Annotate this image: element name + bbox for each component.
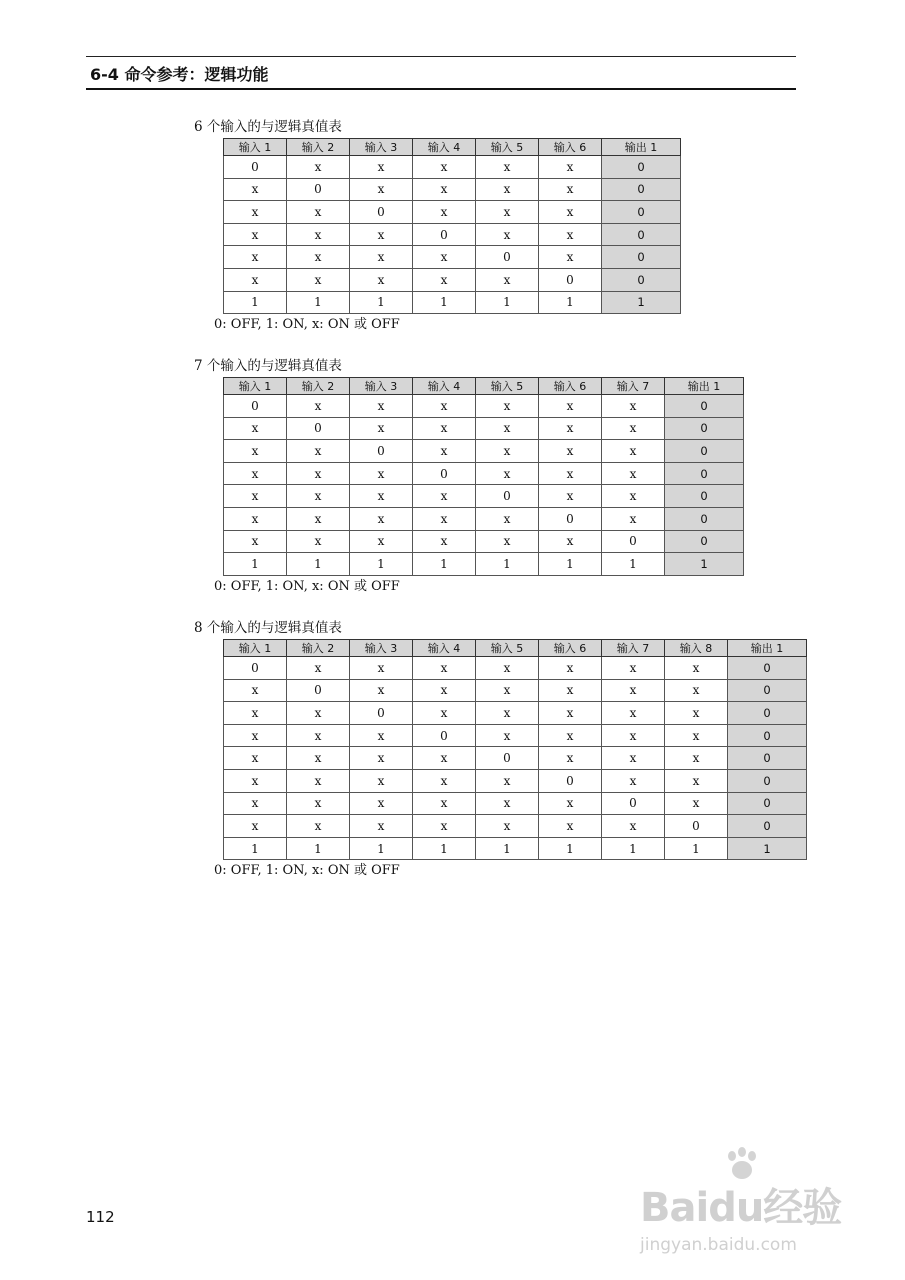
page-number: 112 [86,1208,115,1226]
column-header-input: 输入 3 [350,640,413,657]
input-cell: x [224,178,287,201]
table-header-row [224,640,807,657]
input-cell: x [413,769,476,792]
input-cell: x [224,417,287,440]
column-header-output: 输出 1 [602,139,681,156]
output-cell: 0 [728,702,807,725]
input-cell: x [287,507,350,530]
output-cell: 0 [728,769,807,792]
input-cell: 1 [413,553,476,576]
input-cell: x [476,395,539,418]
column-header-input: 输入 1 [224,640,287,657]
input-cell: 0 [476,485,539,508]
input-cell: x [224,201,287,224]
input-cell: x [287,395,350,418]
input-cell: x [539,724,602,747]
output-cell: 0 [728,679,807,702]
input-cell: x [413,156,476,179]
input-cell: 0 [665,815,728,838]
input-cell: x [224,815,287,838]
input-cell: x [476,792,539,815]
input-cell: 0 [350,201,413,224]
input-cell: x [287,724,350,747]
input-cell: x [602,769,665,792]
table-row [224,837,807,860]
input-cell: x [476,702,539,725]
input-cell: x [476,223,539,246]
input-cell: 1 [539,837,602,860]
column-header-output: 输出 1 [728,640,807,657]
input-cell: x [602,462,665,485]
input-cell: x [476,462,539,485]
column-header-input: 输入 4 [413,139,476,156]
column-header-input: 输入 8 [665,640,728,657]
column-header-input: 输入 4 [413,378,476,395]
table-header-row [224,139,681,156]
input-cell: x [665,792,728,815]
input-cell: x [287,702,350,725]
column-header-input: 输入 7 [602,378,665,395]
input-cell: x [476,679,539,702]
input-cell: x [539,747,602,770]
input-cell: 1 [350,291,413,314]
input-cell: x [602,507,665,530]
input-cell: x [350,747,413,770]
output-cell: 0 [602,246,681,269]
table-row [224,178,681,201]
table-row [224,507,744,530]
output-cell: 0 [665,507,744,530]
column-header-input: 输入 5 [476,378,539,395]
column-header-input: 输入 3 [350,139,413,156]
input-cell: x [350,792,413,815]
input-cell: x [224,440,287,463]
output-cell: 1 [602,291,681,314]
column-header-input: 输入 1 [224,139,287,156]
input-cell: x [476,201,539,224]
table-row [224,223,681,246]
table-row [224,462,744,485]
column-header-input: 输入 2 [287,640,350,657]
input-cell: 0 [224,657,287,680]
output-cell: 0 [728,815,807,838]
input-cell: x [224,747,287,770]
column-header-input: 输入 4 [413,640,476,657]
input-cell: x [413,507,476,530]
input-cell: x [350,815,413,838]
truth-table [223,639,807,860]
table-row [224,246,681,269]
input-cell: 1 [539,291,602,314]
input-cell: x [350,657,413,680]
output-cell: 0 [665,462,744,485]
input-cell: x [224,530,287,553]
input-cell: x [539,246,602,269]
input-cell: 1 [476,291,539,314]
input-cell: x [665,769,728,792]
input-cell: x [539,657,602,680]
input-cell: 0 [287,417,350,440]
table-row [224,702,807,725]
input-cell: x [665,679,728,702]
input-cell: x [476,440,539,463]
input-cell: x [602,657,665,680]
output-cell: 0 [728,657,807,680]
input-cell: x [539,530,602,553]
input-cell: 1 [287,553,350,576]
output-cell: 0 [602,268,681,291]
input-cell: x [539,440,602,463]
input-cell: x [350,724,413,747]
input-cell: 1 [224,837,287,860]
input-cell: 1 [413,291,476,314]
input-cell: x [602,417,665,440]
legend-note: 0: OFF, 1: ON, x: ON 或 OFF [214,317,400,333]
input-cell: x [413,178,476,201]
input-cell: 1 [665,837,728,860]
header-bottom-rule [86,88,796,90]
input-cell: x [350,507,413,530]
table-section-8-inputs [194,619,807,880]
input-cell: x [602,395,665,418]
input-cell: x [224,507,287,530]
input-cell: x [665,724,728,747]
input-cell: x [413,815,476,838]
input-cell: 0 [413,462,476,485]
column-header-output: 输出 1 [665,378,744,395]
input-cell: x [413,268,476,291]
input-cell: x [287,462,350,485]
table-row [224,395,744,418]
input-cell: 1 [602,553,665,576]
input-cell: x [287,769,350,792]
input-cell: 1 [287,291,350,314]
input-cell: 0 [539,769,602,792]
table-row [224,724,807,747]
input-cell: x [539,462,602,485]
column-header-input: 输入 7 [602,640,665,657]
input-cell: 0 [539,507,602,530]
input-cell: x [539,679,602,702]
input-cell: x [224,462,287,485]
input-cell: x [287,747,350,770]
input-cell: 1 [413,837,476,860]
input-cell: x [350,178,413,201]
input-cell: x [413,702,476,725]
input-cell: x [413,530,476,553]
input-cell: x [602,485,665,508]
input-cell: x [413,485,476,508]
input-cell: x [602,679,665,702]
input-cell: x [413,417,476,440]
input-cell: x [539,201,602,224]
input-cell: x [350,679,413,702]
input-cell: x [413,440,476,463]
input-cell: x [350,769,413,792]
input-cell: x [224,769,287,792]
input-cell: 0 [476,747,539,770]
truth-table [223,138,681,314]
output-cell: 0 [665,485,744,508]
input-cell: x [602,747,665,770]
output-cell: 1 [665,553,744,576]
table-row [224,530,744,553]
output-cell: 0 [602,178,681,201]
input-cell: x [224,724,287,747]
table-title: 7 个输入的与逻辑真值表 [194,358,342,374]
input-cell: x [539,156,602,179]
table-row [224,417,744,440]
input-cell: 1 [476,837,539,860]
output-cell: 0 [728,724,807,747]
table-row [224,485,744,508]
column-header-input: 输入 6 [539,378,602,395]
input-cell: x [539,395,602,418]
output-cell: 1 [728,837,807,860]
input-cell: x [287,485,350,508]
input-cell: x [413,657,476,680]
column-header-input: 输入 6 [539,640,602,657]
input-cell: x [350,246,413,269]
input-cell: x [350,268,413,291]
section-header: 6-4 命令参考：逻辑功能 [90,65,269,84]
input-cell: x [287,530,350,553]
column-header-input: 输入 1 [224,378,287,395]
input-cell: x [413,246,476,269]
input-cell: x [539,485,602,508]
table-title: 6 个输入的与逻辑真值表 [194,119,342,135]
input-cell: 0 [350,702,413,725]
table-row [224,747,807,770]
output-cell: 0 [728,792,807,815]
input-cell: 1 [350,837,413,860]
input-cell: x [287,223,350,246]
input-cell: x [224,268,287,291]
input-cell: x [602,702,665,725]
column-header-input: 输入 2 [287,139,350,156]
input-cell: 1 [602,837,665,860]
input-cell: x [665,702,728,725]
input-cell: 0 [224,156,287,179]
output-cell: 0 [602,156,681,179]
input-cell: 0 [350,440,413,463]
input-cell: x [287,440,350,463]
input-cell: x [539,223,602,246]
input-cell: x [413,201,476,224]
column-header-input: 输入 5 [476,640,539,657]
input-cell: x [224,246,287,269]
input-cell: x [350,462,413,485]
input-cell: x [350,417,413,440]
input-cell: x [287,815,350,838]
input-cell: x [476,178,539,201]
input-cell: x [476,417,539,440]
input-cell: x [602,815,665,838]
legend-note: 0: OFF, 1: ON, x: ON 或 OFF [214,578,400,594]
table-row [224,291,681,314]
header-top-rule [86,56,796,57]
table-row [224,553,744,576]
input-cell: x [539,702,602,725]
input-cell: x [476,769,539,792]
input-cell: 1 [224,291,287,314]
column-header-input: 输入 3 [350,378,413,395]
input-cell: x [287,246,350,269]
table-row [224,769,807,792]
input-cell: x [602,724,665,747]
input-cell: 0 [413,724,476,747]
input-cell: x [665,747,728,770]
table-row [224,156,681,179]
input-cell: x [476,657,539,680]
input-cell: 0 [476,246,539,269]
input-cell: x [602,440,665,463]
output-cell: 0 [665,395,744,418]
table-title: 8 个输入的与逻辑真值表 [194,620,342,636]
input-cell: x [539,178,602,201]
input-cell: 1 [476,553,539,576]
table-row [224,268,681,291]
column-header-input: 输入 5 [476,139,539,156]
input-cell: x [350,485,413,508]
legend-note: 0: OFF, 1: ON, x: ON 或 OFF [214,863,400,879]
watermark-logo-text: Baidu经验 [640,1185,842,1231]
input-cell: 1 [287,837,350,860]
input-cell: x [665,657,728,680]
truth-table [223,377,744,576]
paw-logo-icon [722,1146,762,1186]
table-row [224,815,807,838]
input-cell: 1 [350,553,413,576]
input-cell: x [224,702,287,725]
table-section-6-inputs [194,118,681,334]
table-row [224,792,807,815]
input-cell: x [413,679,476,702]
input-cell: x [287,657,350,680]
input-cell: x [476,156,539,179]
table-section-7-inputs [194,357,744,596]
column-header-input: 输入 2 [287,378,350,395]
table-header-row [224,378,744,395]
input-cell: 0 [287,679,350,702]
input-cell: 0 [224,395,287,418]
output-cell: 0 [665,417,744,440]
input-cell: x [413,747,476,770]
column-header-input: 输入 6 [539,139,602,156]
input-cell: x [476,507,539,530]
input-cell: x [476,530,539,553]
output-cell: 0 [602,201,681,224]
input-cell: x [413,395,476,418]
input-cell: x [539,815,602,838]
input-cell: x [224,485,287,508]
table-row [224,440,744,463]
output-cell: 0 [728,747,807,770]
input-cell: 0 [539,268,602,291]
output-cell: 0 [665,530,744,553]
input-cell: x [539,417,602,440]
input-cell: 0 [602,530,665,553]
input-cell: 1 [539,553,602,576]
input-cell: 0 [287,178,350,201]
input-cell: x [476,724,539,747]
output-cell: 0 [665,440,744,463]
input-cell: x [287,268,350,291]
input-cell: 1 [224,553,287,576]
input-cell: x [476,815,539,838]
input-cell: 0 [413,223,476,246]
input-cell: x [413,792,476,815]
table-row [224,679,807,702]
input-cell: x [350,156,413,179]
input-cell: x [350,223,413,246]
input-cell: x [287,792,350,815]
input-cell: x [224,679,287,702]
input-cell: x [350,395,413,418]
watermark-url: jingyan.baidu.com [640,1235,797,1255]
table-row [224,657,807,680]
input-cell: 0 [602,792,665,815]
baidu-watermark [640,1150,860,1255]
input-cell: x [539,792,602,815]
table-row [224,201,681,224]
input-cell: x [287,201,350,224]
input-cell: x [224,223,287,246]
output-cell: 0 [602,223,681,246]
input-cell: x [224,792,287,815]
input-cell: x [476,268,539,291]
input-cell: x [287,156,350,179]
input-cell: x [350,530,413,553]
